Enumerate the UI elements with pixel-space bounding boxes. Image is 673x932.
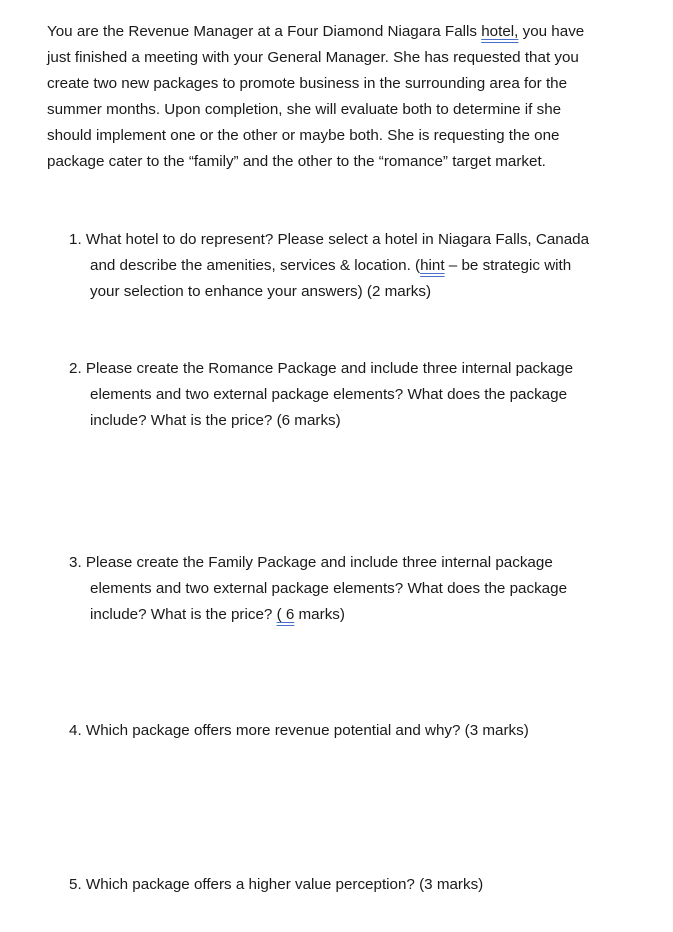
question-1	[69, 227, 629, 305]
spellcheck-underlined-word: hint	[420, 257, 445, 274]
question-4	[69, 718, 629, 744]
question-line: include? What is the price? ( 6 marks)	[90, 606, 345, 623]
intro-line: should implement one or the other or maybe both. She is requesting the one	[47, 127, 560, 144]
question-line: include? What is the price? (6 marks)	[90, 412, 341, 429]
question-3	[69, 550, 629, 628]
question-line: 4. Which package offers more revenue potential and why? (3 marks)	[69, 722, 529, 739]
intro-line: create two new packages to promote business in the surrounding area for the	[47, 75, 568, 92]
question-line: elements and two external package elements? What does the package	[90, 386, 568, 403]
question-line: and describe the amenities, services & location. (hint – be strategic with	[90, 257, 572, 274]
question-line: 3. Please create the Family Package and include three internal package	[69, 554, 553, 571]
question-2	[69, 356, 629, 434]
intro-line: summer months. Upon completion, she will evaluate both to determine if she	[47, 101, 562, 118]
intro-line: package cater to the “family” and the other to the “romance” target market.	[47, 153, 546, 170]
question-5	[69, 872, 629, 898]
intro-line: You are the Revenue Manager at a Four Diamond Niagara Falls hotel, you have	[47, 23, 585, 40]
question-line: 5. Which package offers a higher value perception? (3 marks)	[69, 876, 484, 893]
question-line: 1. What hotel to do represent? Please select a hotel in Niagara Falls, Canada	[69, 231, 590, 248]
intro-line: just finished a meeting with your General Manager. She has requested that you	[47, 49, 579, 66]
question-line: elements and two external package elements? What does the package	[90, 580, 568, 597]
spellcheck-underlined-word: ( 6	[276, 606, 295, 623]
question-line: 2. Please create the Romance Package and include three internal package	[69, 360, 574, 377]
spellcheck-underlined-word: hotel,	[481, 23, 519, 40]
question-line: your selection to enhance your answers) (2 marks)	[90, 283, 432, 300]
intro-paragraph	[47, 19, 637, 175]
